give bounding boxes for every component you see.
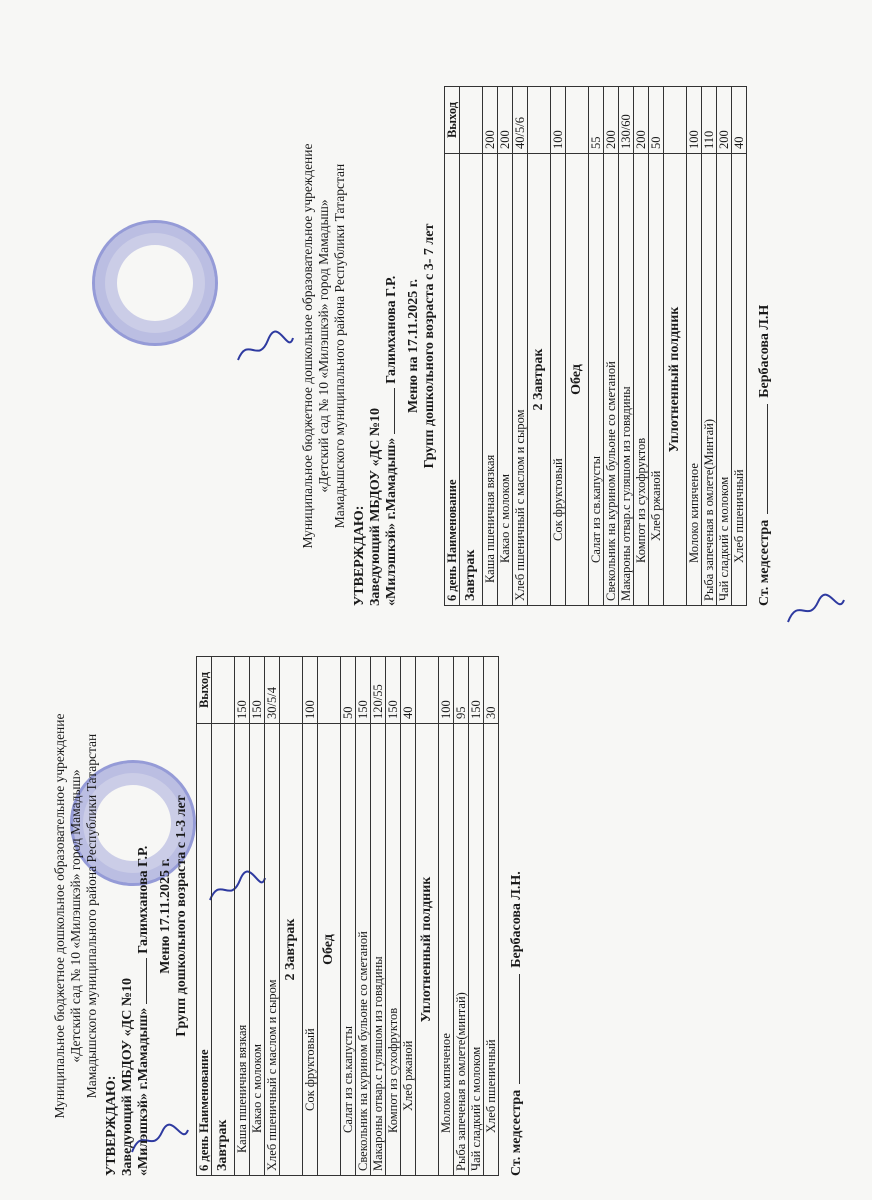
dish-name: Хлеб ржаной <box>649 154 664 606</box>
head-title: Заведующий МБДОУ «ДС №10 <box>120 978 135 1176</box>
dish-out: 150 <box>469 657 484 724</box>
dish-out: 100 <box>551 87 566 154</box>
dish-out: 200 <box>483 87 498 154</box>
nurse-label: Ст. медсестра <box>509 1089 524 1176</box>
col-out-header: Выход <box>445 87 460 154</box>
approve-label: УТВЕРЖДАЮ: <box>104 1075 119 1176</box>
section-title: Уплотненный полдник <box>664 154 687 606</box>
menu-table <box>196 656 499 1176</box>
head-name: Галимханова Г.Р. <box>384 275 399 384</box>
section-title: Обед <box>318 724 341 1176</box>
dish-name: Макароны отвар.с гуляшом из говядины <box>619 154 634 606</box>
dish-name: Сок фруктовый <box>303 724 318 1176</box>
org-line-2: «Детский сад № 10 «Милэшкэй» город Мамадыш» <box>68 769 83 1063</box>
section-out <box>280 657 303 724</box>
dish-out: 200 <box>717 87 732 154</box>
section-out <box>460 87 483 154</box>
col-out-header: Выход <box>197 657 212 724</box>
col-name-header: 6 день Наименование <box>445 154 460 606</box>
section-title: Завтрак <box>212 724 235 1176</box>
dish-out: 150 <box>235 657 250 724</box>
dish-out: 150 <box>356 657 371 724</box>
dish-name: Молоко кипяченое <box>439 724 454 1176</box>
head-org: «Милэшкэй» г.Мамадыш» <box>384 437 399 606</box>
section-title: Обед <box>566 154 589 606</box>
dish-name: Салат из св.капусты <box>589 154 604 606</box>
dish-out: 100 <box>439 657 454 724</box>
dish-name: Рыба запеченая в омлете(Минтай) <box>702 154 717 606</box>
menu-sheet-1-3 <box>52 656 524 1176</box>
head-name: Галимханова Г.Р. <box>136 845 151 954</box>
section-title: 2 Завтрак <box>528 154 551 606</box>
dish-out: 120/55 <box>371 657 386 724</box>
dish-out: 55 <box>589 87 604 154</box>
dish-out: 50 <box>649 87 664 154</box>
dish-out: 50 <box>341 657 356 724</box>
org-line-1: Муниципальное бюджетное дошкольное образовательное учреждение <box>52 713 67 1119</box>
dish-out: 95 <box>454 657 469 724</box>
dish-name: Какао с молоком <box>250 724 265 1176</box>
dish-name: Каша пшеничная вязкая <box>235 724 250 1176</box>
nurse-label: Ст. медсестра <box>757 519 772 606</box>
approve-label: УТВЕРЖДАЮ: <box>352 505 367 606</box>
signature-blank <box>519 974 520 1084</box>
signature-blank <box>767 404 768 514</box>
dish-name: Каша пшеничная вязкая <box>483 154 498 606</box>
dish-out: 150 <box>386 657 401 724</box>
org-line-2: «Детский сад № 10 «Милэшкэй» город Мамадыш» <box>316 199 331 493</box>
section-out <box>528 87 551 154</box>
section-title: Уплотненный полдник <box>416 724 439 1176</box>
head-signature-row <box>384 86 400 606</box>
dish-out: 30 <box>484 657 499 724</box>
dish-name: Хлеб пшеничный с маслом и сыром <box>265 724 280 1176</box>
section-out <box>566 87 589 154</box>
nurse-signature-row <box>757 86 773 606</box>
dish-out: 110 <box>702 87 717 154</box>
head-org: «Милэшкэй» г.Мамадыш» <box>136 1007 151 1176</box>
dish-name: Хлеб пшеничный с маслом и сыром <box>513 154 528 606</box>
approve-block <box>352 86 400 606</box>
dish-out: 40/5/6 <box>513 87 528 154</box>
group-title: Групп дошкольного возраста с 1-3 лет <box>174 795 189 1037</box>
section-out <box>212 657 235 724</box>
dish-name: Сок фруктовый <box>551 154 566 606</box>
menu-sheet-3-7 <box>300 86 772 606</box>
dish-name: Рыба запеченая в омлете(минтай) <box>454 724 469 1176</box>
head-title: Заведующий МБДОУ «ДС №10 <box>368 408 383 606</box>
dish-name: Компот из сухофруктов <box>634 154 649 606</box>
nurse-name: Бербасова Л.Н <box>757 304 772 398</box>
signature-right-nurse <box>780 590 850 630</box>
dish-out: 130/60 <box>619 87 634 154</box>
dish-name: Хлеб пшеничный <box>484 724 499 1176</box>
org-line-3: Мамадышского муниципального района Республики Татарстан <box>332 163 347 529</box>
menu-title: Меню 17.11.2025 г. <box>158 858 173 974</box>
dish-name: Молоко кипяченое <box>687 154 702 606</box>
dish-out: 30/5/4 <box>265 657 280 724</box>
head-signature-row <box>136 656 152 1176</box>
dish-name: Компот из сухофруктов <box>386 724 401 1176</box>
dish-out: 200 <box>498 87 513 154</box>
dish-name: Свекольник на курином бульоне со сметаной <box>604 154 619 606</box>
approve-block <box>104 656 152 1176</box>
dish-name: Хлеб ржаной <box>401 724 416 1176</box>
dish-out: 100 <box>303 657 318 724</box>
group-title: Групп дошкольного возраста с 3- 7 лет <box>422 223 437 469</box>
dish-name: Макароны отвар.с гуляшом из говядины <box>371 724 386 1176</box>
dish-out: 200 <box>604 87 619 154</box>
signature-right-head <box>228 330 298 370</box>
signature-blank <box>394 388 395 434</box>
dish-out: 40 <box>732 87 747 154</box>
section-out <box>318 657 341 724</box>
col-name-header: 6 день Наименование <box>197 724 212 1176</box>
dish-name: Хлеб пшеничный <box>732 154 747 606</box>
org-line-1: Муниципальное бюджетное дошкольное образовательное учреждение <box>300 143 315 549</box>
section-title: 2 Завтрак <box>280 724 303 1176</box>
dish-name: Какао с молоком <box>498 154 513 606</box>
org-line-3: Мамадышского муниципального района Республики Татарстан <box>84 733 99 1099</box>
menu-table <box>444 86 747 606</box>
menu-title: Меню на 17.11.2025 г. <box>406 278 421 414</box>
dish-out: 40 <box>401 657 416 724</box>
dish-name: Салат из св.капусты <box>341 724 356 1176</box>
nurse-name: Бербасова Л.Н. <box>509 871 524 968</box>
nurse-signature-row <box>509 656 525 1176</box>
section-title: Завтрак <box>460 154 483 606</box>
section-out <box>664 87 687 154</box>
dish-out: 150 <box>250 657 265 724</box>
dish-out: 200 <box>634 87 649 154</box>
dish-name: Свекольник на курином бульоне со сметаной <box>356 724 371 1176</box>
dish-name: Чай сладкий с молоком <box>469 724 484 1176</box>
dish-out: 100 <box>687 87 702 154</box>
official-stamp-right <box>92 220 218 346</box>
dish-name: Чай сладкий с молоком <box>717 154 732 606</box>
signature-blank <box>146 958 147 1004</box>
section-out <box>416 657 439 724</box>
